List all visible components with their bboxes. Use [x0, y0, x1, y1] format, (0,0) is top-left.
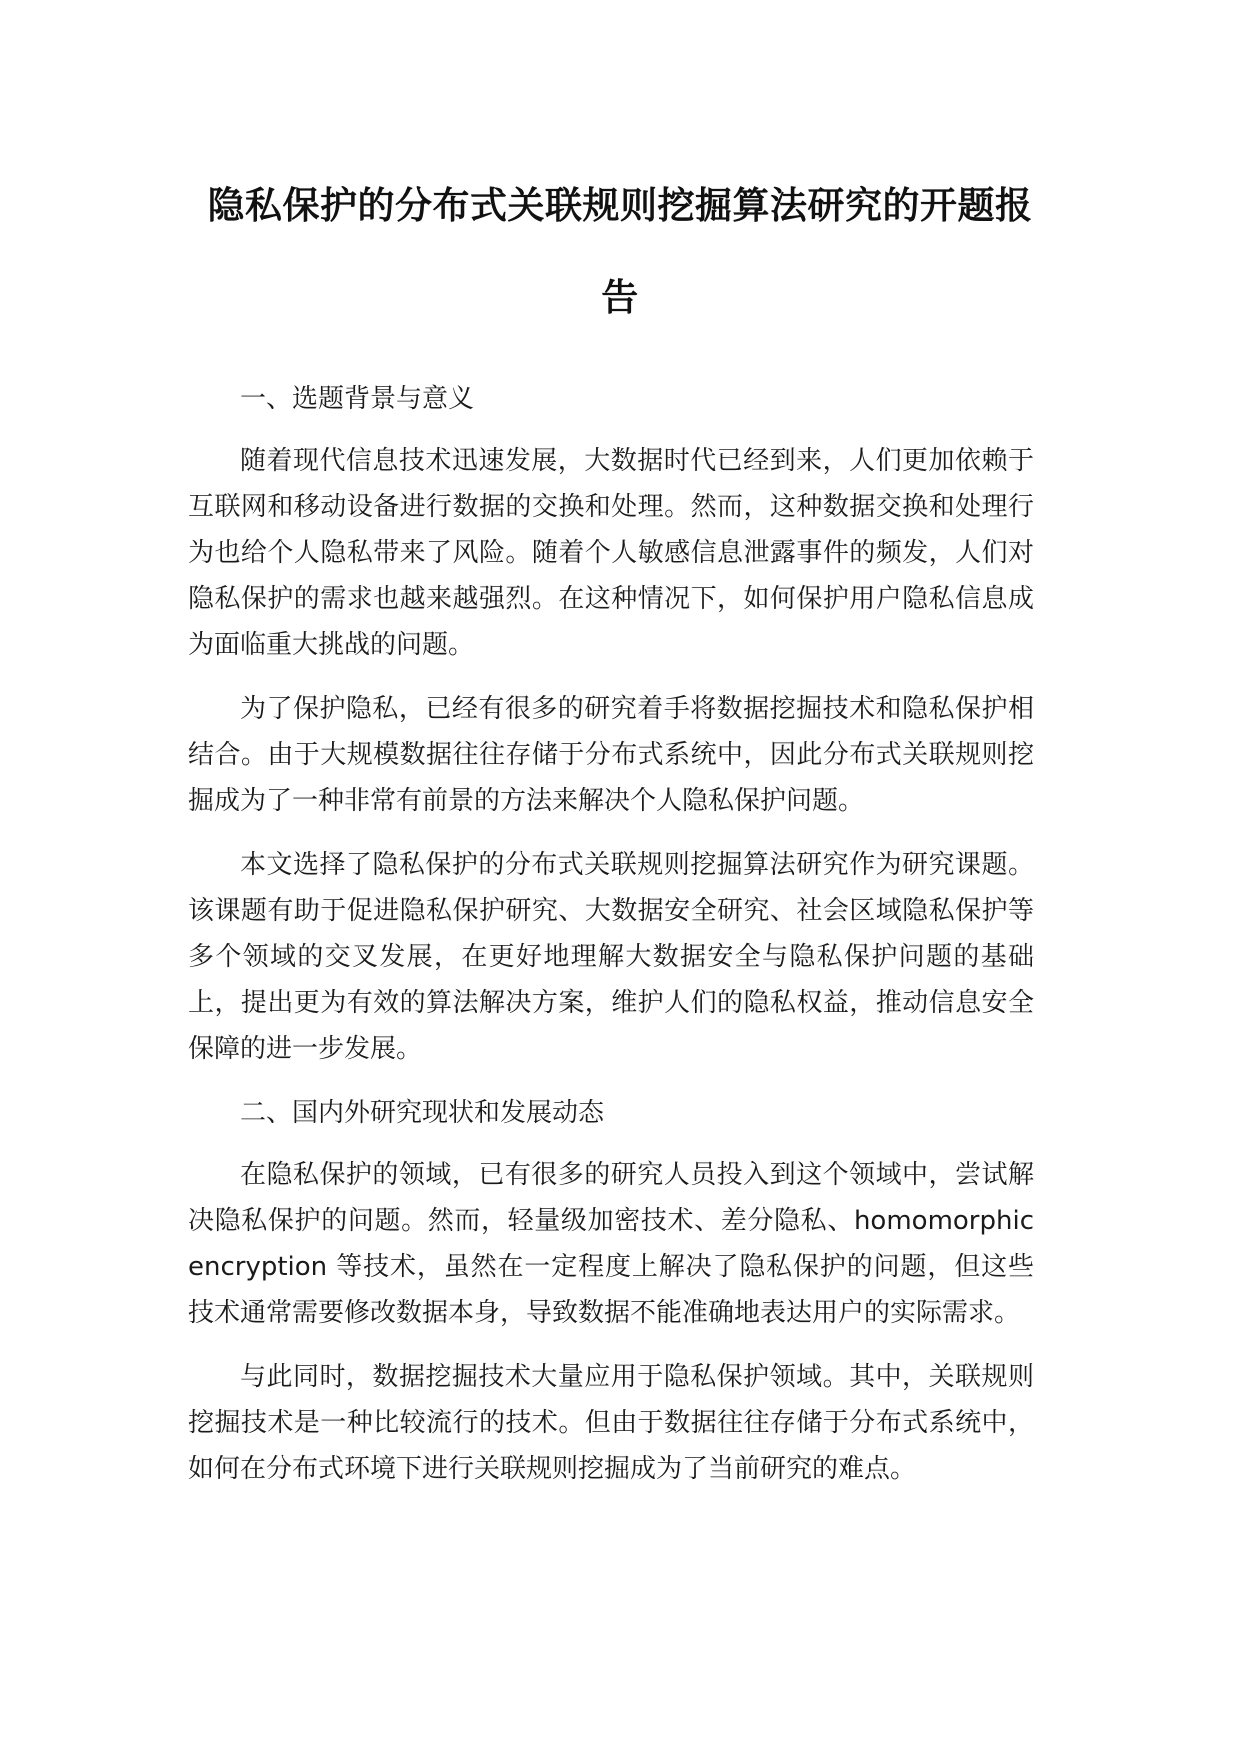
section-heading-status: 二、国内外研究现状和发展动态: [240, 1098, 605, 1128]
paragraph-status-1: 在隐私保护的领域，已有很多的研究人员投入到这个领域中，尝试解决隐私保护的问题。然而，轻量级加密技术、差分隐私、homomorphic encryption 等技术，虽然在一定程度上解决了隐私保护的问题，但这些技术通常需要修改数据本身，导致数据不能准确地表达用户的实际需求。: [188, 1160, 1034, 1328]
paragraph-background-2: 为了保护隐私，已经有很多的研究着手将数据挖掘技术和隐私保护相结合。由于大规模数据往往存储于分布式系统中，因此分布式关联规则挖掘成为了一种非常有前景的方法来解决个人隐私保护问题。: [188, 694, 1034, 816]
document-title: 隐私保护的分布式关联规则挖掘算法研究的开题报告: [207, 184, 1033, 319]
document-body: [188, 376, 1034, 1510]
paragraph-background-1: 随着现代信息技术迅速发展，大数据时代已经到来，人们更加依赖于互联网和移动设备进行数据的交换和处理。然而，这种数据交换和处理行为也给个人隐私带来了风险。随着个人敏感信息泄露事件的频发，人们对隐私保护的需求也越来越强烈。在这种情况下，如何保护用户隐私信息成为面临重大挑战的问题。: [188, 446, 1034, 660]
paragraph-background-3: 本文选择了隐私保护的分布式关联规则挖掘算法研究作为研究课题。该课题有助于促进隐私保护研究、大数据安全研究、社会区域隐私保护等多个领域的交叉发展，在更好地理解大数据安全与隐私保护问题的基础上，提出更为有效的算法解决方案，维护人们的隐私权益，推动信息安全保障的进一步发展。: [188, 850, 1034, 1064]
paragraph-status-2: 与此同时，数据挖掘技术大量应用于隐私保护领域。其中，关联规则挖掘技术是一种比较流行的技术。但由于数据往往存储于分布式系统中，如何在分布式环境下进行关联规则挖掘成为了当前研究的难点。: [188, 1362, 1034, 1484]
section-heading-background: 一、选题背景与意义: [240, 384, 475, 414]
